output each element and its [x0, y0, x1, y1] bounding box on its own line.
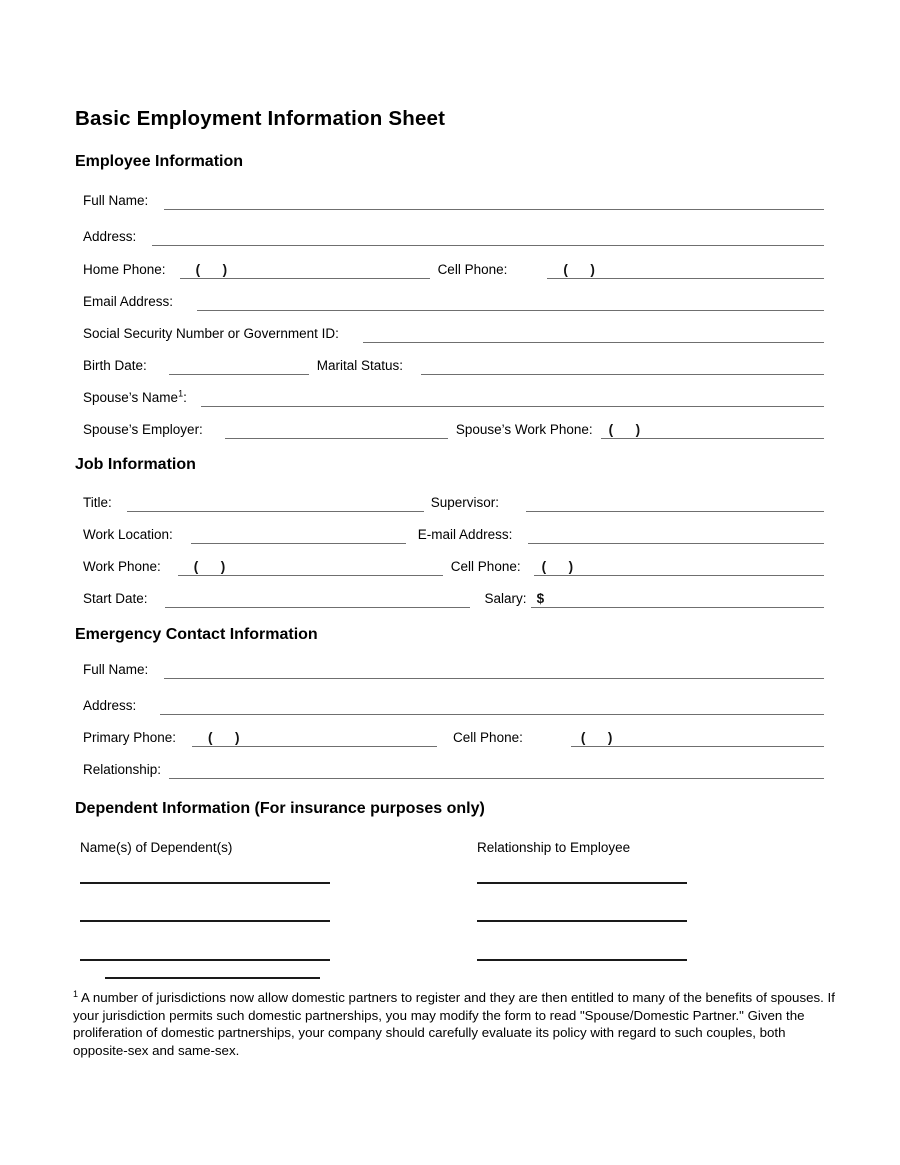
form-row [83, 227, 824, 246]
employee-address-label: Address: [83, 229, 137, 244]
dependent-relationship-field-3[interactable] [477, 959, 687, 961]
section-heading-job: Job Information [75, 456, 196, 473]
section-heading-dependents: Dependent Information (For insurance purposes only) [75, 800, 485, 817]
emergency-primary-phone-label: Primary Phone: [83, 730, 177, 745]
employee-email-field[interactable] [197, 292, 824, 311]
job-title-field[interactable] [127, 493, 424, 512]
employee-marital-status-label: Marital Status: [316, 358, 404, 373]
form-row [83, 420, 824, 439]
job-supervisor-field[interactable] [526, 493, 824, 512]
employee-cell-phone-label: Cell Phone: [437, 262, 508, 277]
emergency-full-name-field[interactable] [164, 660, 824, 679]
emergency-relationship-label: Relationship: [83, 762, 162, 777]
phone-placeholder: ( ) [541, 559, 574, 574]
emergency-primary-phone-field[interactable] [192, 728, 437, 747]
employee-email-label: Email Address: [83, 294, 174, 309]
employee-spouse-employer-field[interactable] [225, 420, 448, 439]
form-row [83, 191, 824, 210]
employee-birth-date-label: Birth Date: [83, 358, 147, 373]
job-email-label: E-mail Address: [417, 527, 513, 542]
dependent-relationship-field-1[interactable] [477, 882, 687, 884]
job-title-label: Title: [83, 495, 112, 510]
dependent-name-field-3[interactable] [80, 959, 330, 961]
employee-birth-date-field[interactable] [169, 356, 309, 375]
section-heading-emergency: Emergency Contact Information [75, 626, 318, 643]
job-start-date-label: Start Date: [83, 591, 148, 606]
section-heading-employee: Employee Information [75, 153, 244, 170]
form-row [83, 260, 824, 279]
dependent-name-field-1[interactable] [80, 882, 330, 884]
page-title: Basic Employment Information Sheet [75, 107, 446, 130]
job-cell-phone-field[interactable] [534, 557, 824, 576]
form-row [83, 525, 824, 544]
employee-spouse-name-field[interactable] [201, 388, 824, 407]
job-work-phone-label: Work Phone: [83, 559, 161, 574]
dependent-relationship-field-2[interactable] [477, 920, 687, 922]
employee-marital-status-field[interactable] [421, 356, 824, 375]
form-row [83, 493, 824, 512]
emergency-cell-phone-label: Cell Phone: [453, 730, 523, 745]
employee-home-phone-label: Home Phone: [83, 262, 166, 277]
employee-home-phone-field[interactable] [180, 260, 430, 279]
form-row [83, 728, 824, 747]
job-work-location-label: Work Location: [83, 527, 173, 542]
dependent-column-headers [75, 838, 824, 857]
employee-full-name-label: Full Name: [83, 193, 149, 208]
phone-placeholder: ( ) [193, 559, 226, 574]
form-row [83, 760, 824, 779]
employee-spouse-employer-label: Spouse’s Employer: [83, 422, 203, 437]
employee-spouse-work-phone-field[interactable] [601, 420, 824, 439]
phone-placeholder: ( ) [608, 422, 641, 437]
emergency-address-field[interactable] [160, 696, 824, 715]
footnote-number: 1 [73, 988, 79, 999]
emergency-cell-phone-field[interactable] [571, 728, 824, 747]
job-work-location-field[interactable] [191, 525, 406, 544]
job-work-phone-field[interactable] [178, 557, 443, 576]
employee-ssn-field[interactable] [363, 324, 824, 343]
form-row [83, 356, 824, 375]
dependent-names-column-header: Name(s) of Dependent(s) [80, 840, 233, 855]
employee-spouse-name-label: Spouse’s Name$^1$: [83, 388, 187, 405]
footnote-text: A number of jurisdictions now allow domestic partners to register and they are then entitled to many of the benefits of spouses. If your jurisdiction permits such domestic partnerships, you may modify the form to read "Spouse/Domestic Partner." Given the proliferation of domestic partnerships, your company should carefully evaluate its policy with regard to such couples, both opposite-sex and same-sex. [73, 990, 835, 1058]
form-row [83, 696, 824, 715]
phone-placeholder: ( ) [563, 262, 595, 277]
employee-cell-phone-field[interactable] [547, 260, 824, 279]
emergency-relationship-field[interactable] [169, 760, 824, 779]
phone-placeholder: ( ) [208, 730, 240, 745]
dependent-name-field-2[interactable] [80, 920, 330, 922]
employee-ssn-label: Social Security Number or Government ID: [83, 326, 339, 341]
phone-placeholder: ( ) [195, 262, 228, 277]
footnote-reference: 1 [178, 388, 184, 399]
form-row [83, 589, 824, 608]
form-row [83, 557, 824, 576]
job-email-field[interactable] [528, 525, 824, 544]
job-salary-label: Salary: [484, 591, 527, 606]
footnote-separator-line [105, 977, 320, 979]
employee-address-field[interactable] [152, 227, 824, 246]
employee-spouse-work-phone-label: Spouse’s Work Phone: [455, 422, 593, 437]
dollar-sign: $ [536, 591, 545, 606]
emergency-address-label: Address: [83, 698, 137, 713]
job-cell-phone-label: Cell Phone: [450, 559, 521, 574]
emergency-full-name-label: Full Name: [83, 662, 149, 677]
dependent-relationship-column-header: Relationship to Employee [477, 840, 631, 855]
form-row [83, 292, 824, 311]
form-row [83, 324, 824, 343]
form-row [83, 660, 824, 679]
job-start-date-field[interactable] [165, 589, 470, 608]
job-salary-field[interactable] [531, 589, 824, 608]
job-supervisor-label: Supervisor: [430, 495, 500, 510]
employee-full-name-field[interactable] [164, 191, 824, 210]
footnote [73, 989, 835, 1059]
phone-placeholder: ( ) [580, 730, 613, 745]
form-row [83, 388, 824, 407]
